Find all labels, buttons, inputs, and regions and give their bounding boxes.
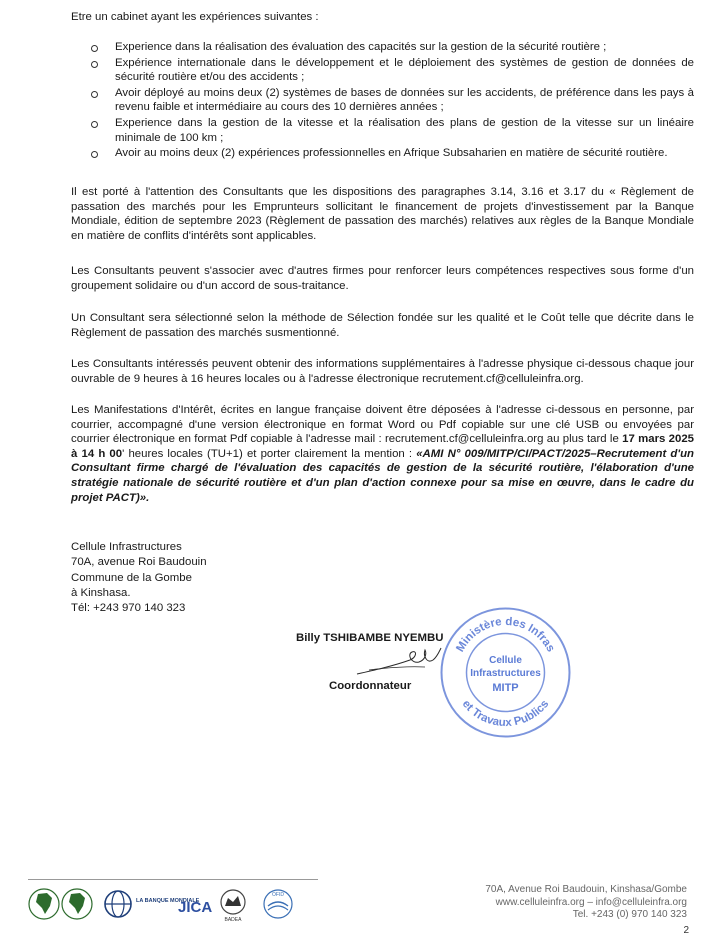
contact-address xyxy=(71,540,207,616)
world-bank-label: LA BANQUE MONDIALE xyxy=(136,898,200,904)
world-bank-logo-icon xyxy=(105,891,131,917)
conflicts-paragraph: Il est porté à l'attention des Consultants que les dispositions des paragraphes 3.14, 3.16 et 3.17 du « Règlement de passation des marchés pour les Emprunteurs sollicitant le financement de projets d'investissement par la Banque Mondiale, édition de septembre 2023 (Règlement de passation des marchés) relatives aux règles de la Banque Mondiale en matière de conflits d'intérêts sont applicables. xyxy=(71,186,694,242)
official-stamp xyxy=(438,605,573,740)
address-line: à Kinshasa. xyxy=(71,586,131,599)
footer-phone: Tel. +243 (0) 970 140 323 xyxy=(572,909,687,920)
selection-paragraph: Un Consultant sera sélectionné selon la méthode de Sélection fondée sur les qualité et le Coût telle que décrite dans le Règlement de passation des marchés susmentionné. xyxy=(71,312,694,339)
deadline: 17 mars 2025 à 14 h 00 xyxy=(71,433,694,460)
list-item: Avoir au moins deux (2) expériences professionnelles en Afrique Subsaharien en matière de sécurité routière. xyxy=(71,146,694,161)
list-item: Expérience internationale dans le développement et le déploiement des systèmes de gestion de données de sécurité routière et/ou des accidents ; xyxy=(71,56,694,85)
submission-mention: «AMI N° 009/MITP/CI/PACT/2025–Recrutement d'un Consultant firme chargé de l'évaluation des capacités de gestion de la sécurité routière, l'élaboration d'une stratégie nationale de sécurité routière et d'un plan d'action connexe pour sa mise en œuvre, dans le cadre du projet PACT)». xyxy=(71,447,694,504)
stamp-ring-top: Ministère des Infras xyxy=(454,615,557,655)
stamp-line2: Infrastructures xyxy=(470,668,541,679)
submission-paragraph: Les Manifestations d'Intérêt, écrites en langue française doivent être déposées à l'adresse ci-dessous en personne, par courrier, accompagné d'une version électronique en format Word ou Pdf copiable sur une clé USB ou envoyées par courrier électronique en format Pdf copiable à l'adresse mail : recrutement.cf@celluleinfra.org au plus tard le 17 mars 2025 à 14 h 00' heures locales (TU+1) et porter clairement la mention : «AMI N° 009/MITP/CI/PACT/2025–Recrutement d'un Consultant firme chargé de l'évaluation des capacités de gestion de la sécurité routière, l'élaboration d'une stratégie nationale de sécurité routière et d'un plan d'action connexe pour sa mise en œuvre, dans le cadre du projet PACT)». xyxy=(71,404,694,504)
badea-label: BADEA xyxy=(224,917,242,923)
ofid-label: OFID xyxy=(272,892,284,898)
bullet-icon xyxy=(91,121,98,128)
stamp-line1: Cellule xyxy=(489,655,522,666)
svg-text:et Travaux Publics xyxy=(460,698,552,729)
bullet-icon xyxy=(91,61,98,68)
signatory-name: Billy TSHIBAMBE NYEMBU xyxy=(296,632,444,644)
list-item: Experience dans la gestion de la vitesse et la réalisation des plans de gestion de la vitesse sur un linéaire minimale de 100 km ; xyxy=(71,116,694,145)
list-item: Experience dans la réalisation des évaluation des capacités sur la gestion de la sécurité routière ; xyxy=(71,40,694,55)
address-line: Commune de la Gombe xyxy=(71,571,192,584)
bullet-icon xyxy=(91,91,98,98)
bullet-icon xyxy=(91,45,98,52)
bullet-icon xyxy=(91,151,98,158)
address-line: Tél: +243 970 140 323 xyxy=(71,602,186,615)
handwritten-signature xyxy=(355,640,445,680)
africa-logo-icon xyxy=(29,889,59,919)
stamp-ring-bottom: et Travaux Publics xyxy=(459,698,552,730)
intro-text: Etre un cabinet ayant les expériences suivantes : xyxy=(71,11,319,23)
footer-divider xyxy=(28,879,318,880)
page-number: 2 xyxy=(683,925,689,936)
badea-logo-icon xyxy=(221,890,245,914)
signatory-title: Coordonnateur xyxy=(329,680,412,692)
footer-address: 70A, Avenue Roi Baudouin, Kinshasa/Gombe xyxy=(485,884,687,895)
stamp-line3: MITP xyxy=(492,682,519,694)
experience-list xyxy=(71,40,694,162)
africa-logo-icon xyxy=(62,889,92,919)
list-item: Avoir déployé au moins deux (2) systèmes de bases de données sur les accidents, de préférence dans les pays à revenu faible et intermédiaire au cours des 10 dernières années ; xyxy=(71,86,694,115)
association-paragraph: Les Consultants peuvent s'associer avec d'autres firmes pour renforcer leurs compétences respectives sous forme d'un groupement solidaire ou d'un accord de sous-traitance. xyxy=(71,265,694,292)
jica-logo: JICA xyxy=(178,899,213,916)
footer-contact xyxy=(485,884,687,922)
svg-text:Ministère des Infras xyxy=(454,616,556,654)
partner-logos xyxy=(28,884,338,924)
address-line: Cellule Infrastructures xyxy=(71,541,182,553)
address-line: 70A, avenue Roi Baudouin xyxy=(71,556,207,569)
info-paragraph: Les Consultants intéressés peuvent obtenir des informations supplémentaires à l'adresse physique ci-dessous chaque jour ouvrable de 9 heures à 16 heures locales ou à l'adresse électronique recrutement.cf@celluleinfra.org. xyxy=(71,358,694,385)
footer-web-email: www.celluleinfra.org – info@celluleinfra.org xyxy=(495,896,687,908)
